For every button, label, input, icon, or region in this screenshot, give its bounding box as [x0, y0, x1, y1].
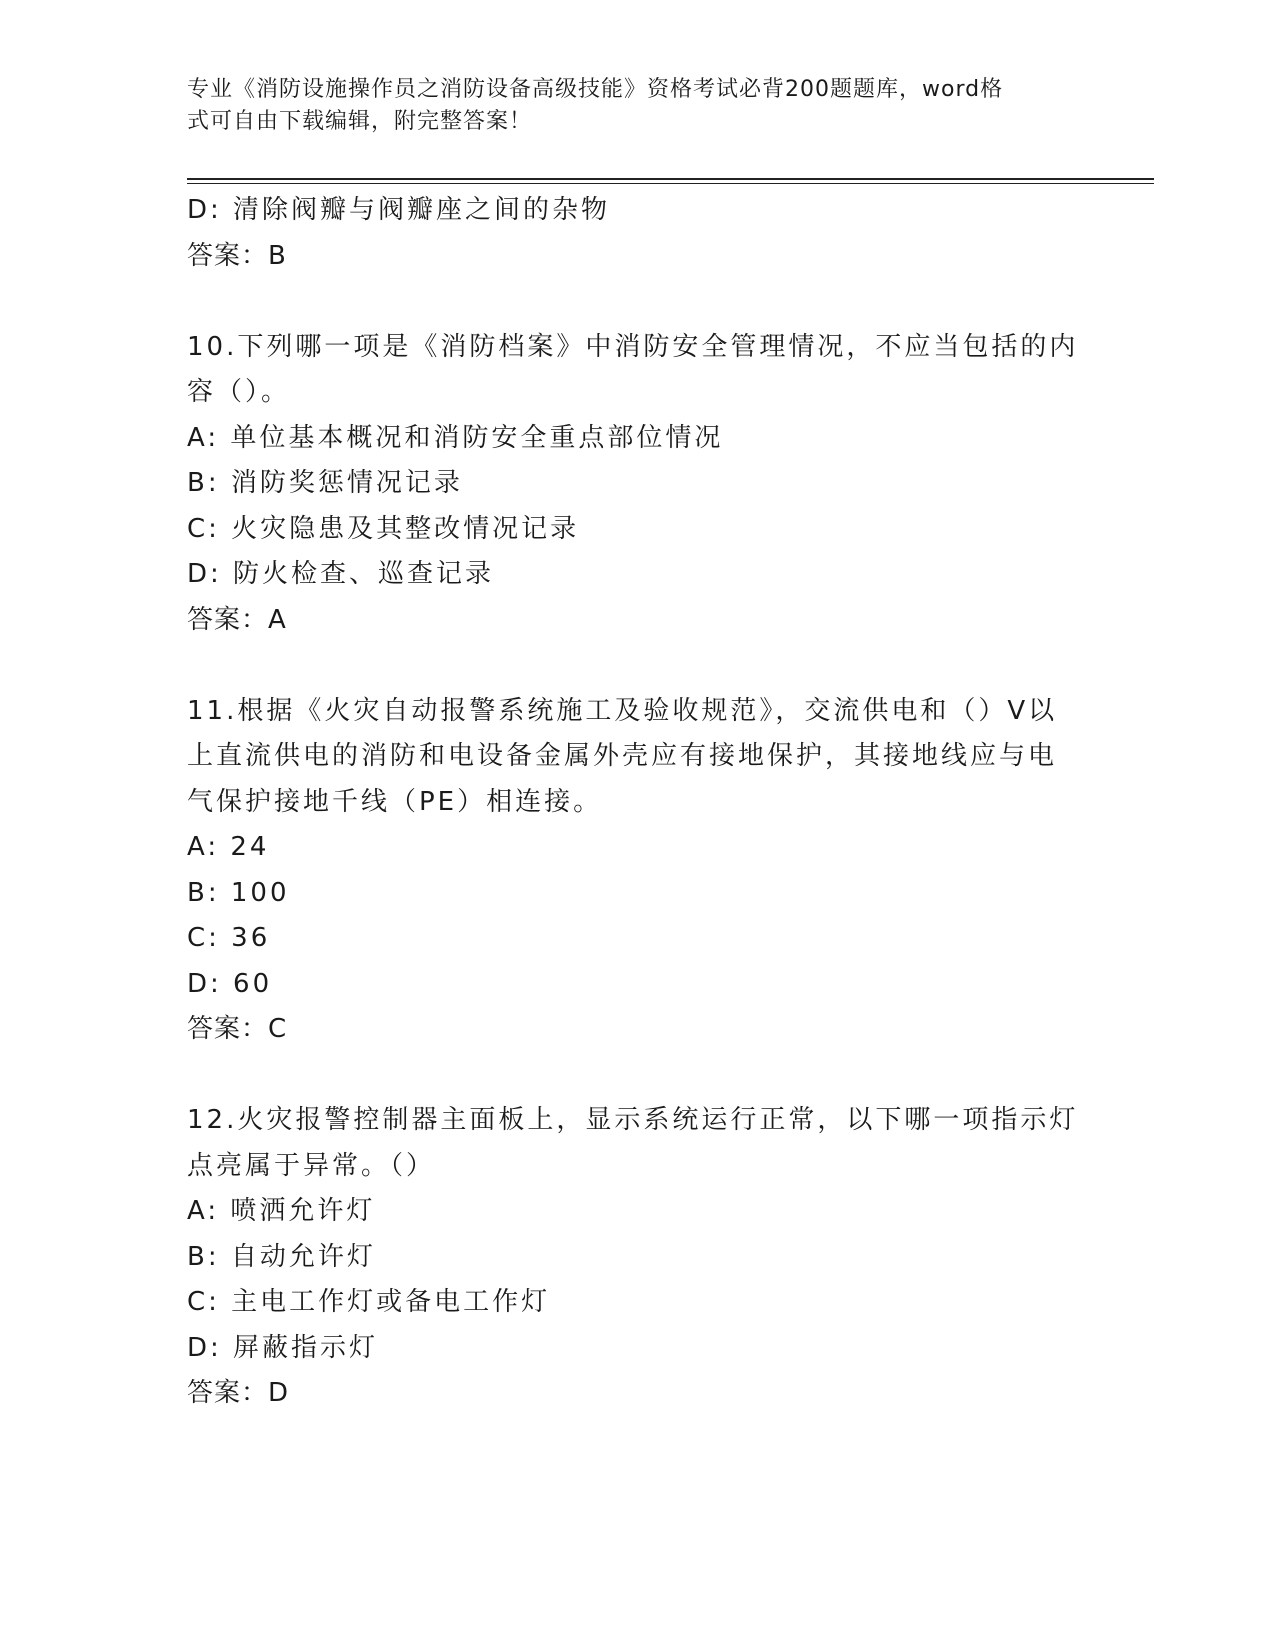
spacer — [187, 643, 1087, 689]
option-a: A: 24 — [187, 832, 270, 862]
question-content — [187, 188, 1087, 1417]
question-11 — [187, 689, 1087, 1053]
question-text-line: 点亮属于异常。（） — [187, 1150, 436, 1181]
question-text-line: 11.根据《火灾自动报警系统施工及验收规范》，交流供电和（）V以 — [187, 695, 1058, 726]
question-text-line: 12.火灾报警控制器主面板上，显示系统运行正常，以下哪一项指示灯 — [187, 1105, 1079, 1135]
document-header — [187, 74, 1077, 138]
answer: 答案：C — [187, 1014, 288, 1044]
question-text-line: 气保护接地千线（PE）相连接。 — [187, 786, 603, 817]
option-d: D: 屏蔽指示灯 — [187, 1332, 379, 1363]
header-line-1: 专业《消防设施操作员之消防设备高级技能》资格考试必背200题题库，word格 — [187, 77, 1004, 102]
option-b: B: 自动允许灯 — [187, 1241, 376, 1272]
question-10 — [187, 325, 1087, 644]
answer: 答案：D — [187, 1378, 290, 1408]
question-text-line: 容（）。 — [187, 377, 291, 407]
question-12 — [187, 1098, 1087, 1417]
question-text-line: 10.下列哪一项是《消防档案》中消防安全管理情况，不应当包括的内 — [187, 331, 1079, 362]
question-text-line: 上直流供电的消防和电设备金属外壳应有接地保护，其接地线应与电 — [187, 741, 1058, 771]
prev-answer: 答案：B — [187, 240, 287, 271]
option-b: B: 100 — [187, 877, 290, 908]
spacer — [187, 1053, 1087, 1099]
header-divider-thick — [187, 178, 1154, 180]
answer: 答案：A — [187, 604, 287, 635]
spacer — [187, 279, 1087, 325]
header-divider-thin — [187, 183, 1154, 184]
option-d: D: 60 — [187, 968, 273, 999]
option-a: A: 单位基本概况和消防安全重点部位情况 — [187, 422, 724, 453]
option-c: C: 主电工作灯或备电工作灯 — [187, 1287, 551, 1317]
option-b: B: 消防奖惩情况记录 — [187, 468, 463, 498]
header-line-2: 式可自由下载编辑，附完整答案！ — [187, 109, 533, 134]
prev-option-d: D: 清除阀瓣与阀瓣座之间的杂物 — [187, 195, 611, 225]
option-c: C: 火灾隐患及其整改情况记录 — [187, 513, 580, 544]
option-c: C: 36 — [187, 923, 271, 953]
option-a: A: 喷洒允许灯 — [187, 1196, 376, 1226]
option-d: D: 防火检查、巡查记录 — [187, 559, 495, 589]
